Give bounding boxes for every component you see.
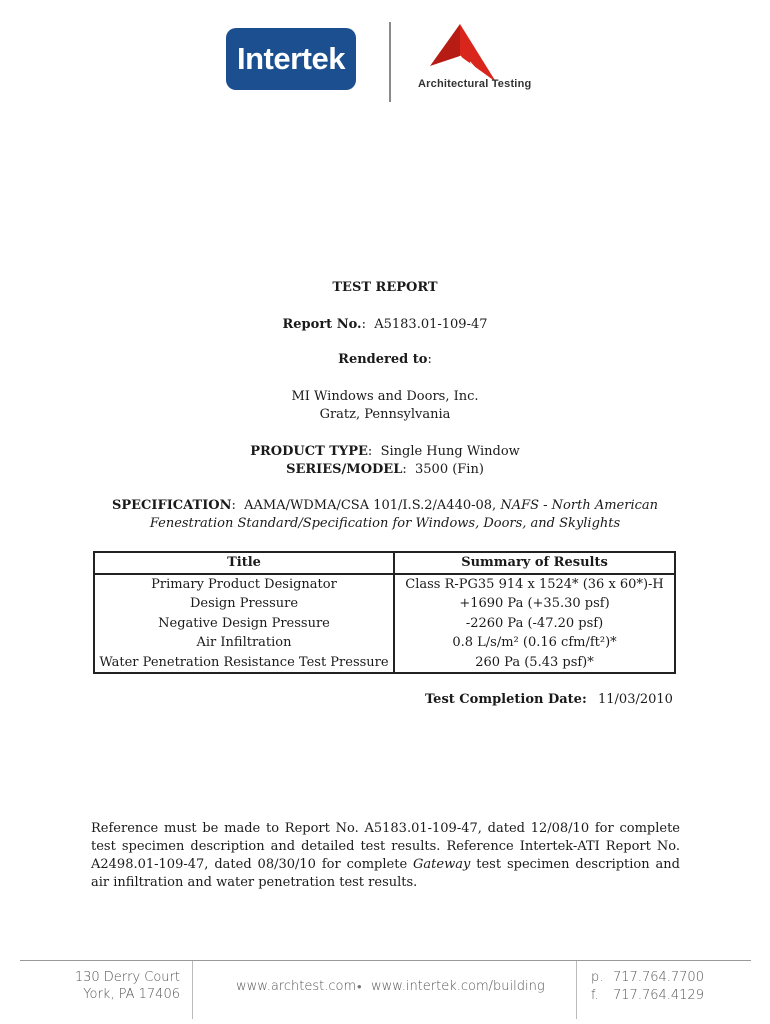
table-cell: 260 Pa (5.43 psf)* (475, 654, 594, 670)
footer-fax: 717.764.4129 (613, 988, 704, 1003)
footer-divider (192, 961, 193, 1019)
specification-line: SPECIFICATION: AAMA/WDMA/CSA 101/I.S.2/A440-08, NAFS - North American (111, 498, 659, 513)
report-number-label: Report No. (282, 317, 362, 332)
footer-address-line1: 130 Derry Court (74, 970, 180, 985)
table-cell: Design Pressure (94, 594, 394, 614)
product-type-label: PRODUCT TYPE (250, 444, 368, 459)
table-cell: +1690 Pa (+35.30 psf) (459, 596, 610, 611)
report-number-value: A5183.01-109-47 (374, 317, 488, 332)
table-cell: Water Penetration Resistance Test Pressure (94, 653, 394, 674)
table-cell: Primary Product Designator (94, 574, 394, 595)
table-header-row (94, 552, 675, 574)
table-cell: Class R-PG35 914 x 1524* (36 x 60*)-H (405, 576, 664, 592)
table-cell: -2260 Pa (-47.20 psf) (465, 615, 604, 631)
footer-address-line2: York, PA 17406 (83, 987, 180, 1002)
footer-website-intertek[interactable]: www.intertek.com/building (371, 979, 545, 994)
series-model-value: 3500 (Fin) (415, 462, 484, 477)
rendered-to-label: Rendered to (338, 352, 428, 367)
report-title: TEST REPORT (332, 280, 438, 295)
specification-italic-2: Fenestration Standard/Specification for Windows, Doors, and Skylights (149, 516, 621, 531)
footer-phone: 717.764.7700 (613, 970, 704, 985)
specification-line-2 (0, 516, 770, 531)
table-row (94, 614, 675, 634)
product-type-line: PRODUCT TYPE: Single Hung Window (250, 444, 520, 459)
series-model-label: SERIES/MODEL (286, 462, 403, 477)
table-header-summary: Summary of Results (394, 552, 675, 574)
table-cell: Air Infiltration (94, 633, 394, 653)
client-name: MI Windows and Doors, Inc. (291, 389, 479, 404)
report-number-line: Report No.: A5183.01-109-47 (282, 317, 488, 332)
logo-divider (389, 22, 391, 102)
reference-paragraph: Reference must be made to Report No. A5183.01-109-47, dated 12/08/10 for complete test specimen description and detailed test results. Reference Intertek-ATI Report No. A2498.01-109-47, dated 08/30/10 for complete Gateway test specimen description and air infiltration and water penetration test results. (91, 821, 680, 890)
footer-divider (576, 961, 577, 1019)
footer-phone-label: p. (591, 970, 604, 985)
table-header-title: Title (94, 552, 394, 574)
architectural-testing-caption: Architectural Testing (418, 78, 532, 90)
completion-date-label: Test Completion Date: (425, 692, 587, 707)
footer-bullet-icon: • (357, 980, 362, 995)
rendered-to-line: Rendered to: (338, 352, 432, 367)
table-cell: 0.8 L/s/m² (0.16 cfm/ft²)* (452, 635, 617, 650)
product-type-value: Single Hung Window (380, 444, 520, 459)
footer-website-archtest[interactable]: www.archtest.com (236, 979, 357, 994)
table-row (94, 574, 675, 595)
table-row (94, 653, 675, 674)
specification-italic-1: NAFS - North American (500, 498, 659, 513)
table-row (94, 594, 675, 614)
architectural-testing-logo-icon (420, 22, 500, 84)
intertek-logo: Intertek (226, 28, 356, 90)
specification-label: SPECIFICATION (111, 498, 232, 513)
footer-fax-label: f. (591, 988, 599, 1003)
specification-value: AAMA/WDMA/CSA 101/I.S.2/A440-08, (244, 498, 497, 513)
table-row (94, 633, 675, 653)
reference-italic: Gateway (413, 857, 471, 872)
table-cell: Negative Design Pressure (94, 614, 394, 634)
footer-rule (20, 960, 751, 961)
client-location: Gratz, Pennsylvania (319, 407, 451, 422)
completion-date-value: 11/03/2010 (598, 692, 673, 707)
results-table (93, 551, 676, 674)
series-model-line: SERIES/MODEL: 3500 (Fin) (286, 462, 484, 477)
